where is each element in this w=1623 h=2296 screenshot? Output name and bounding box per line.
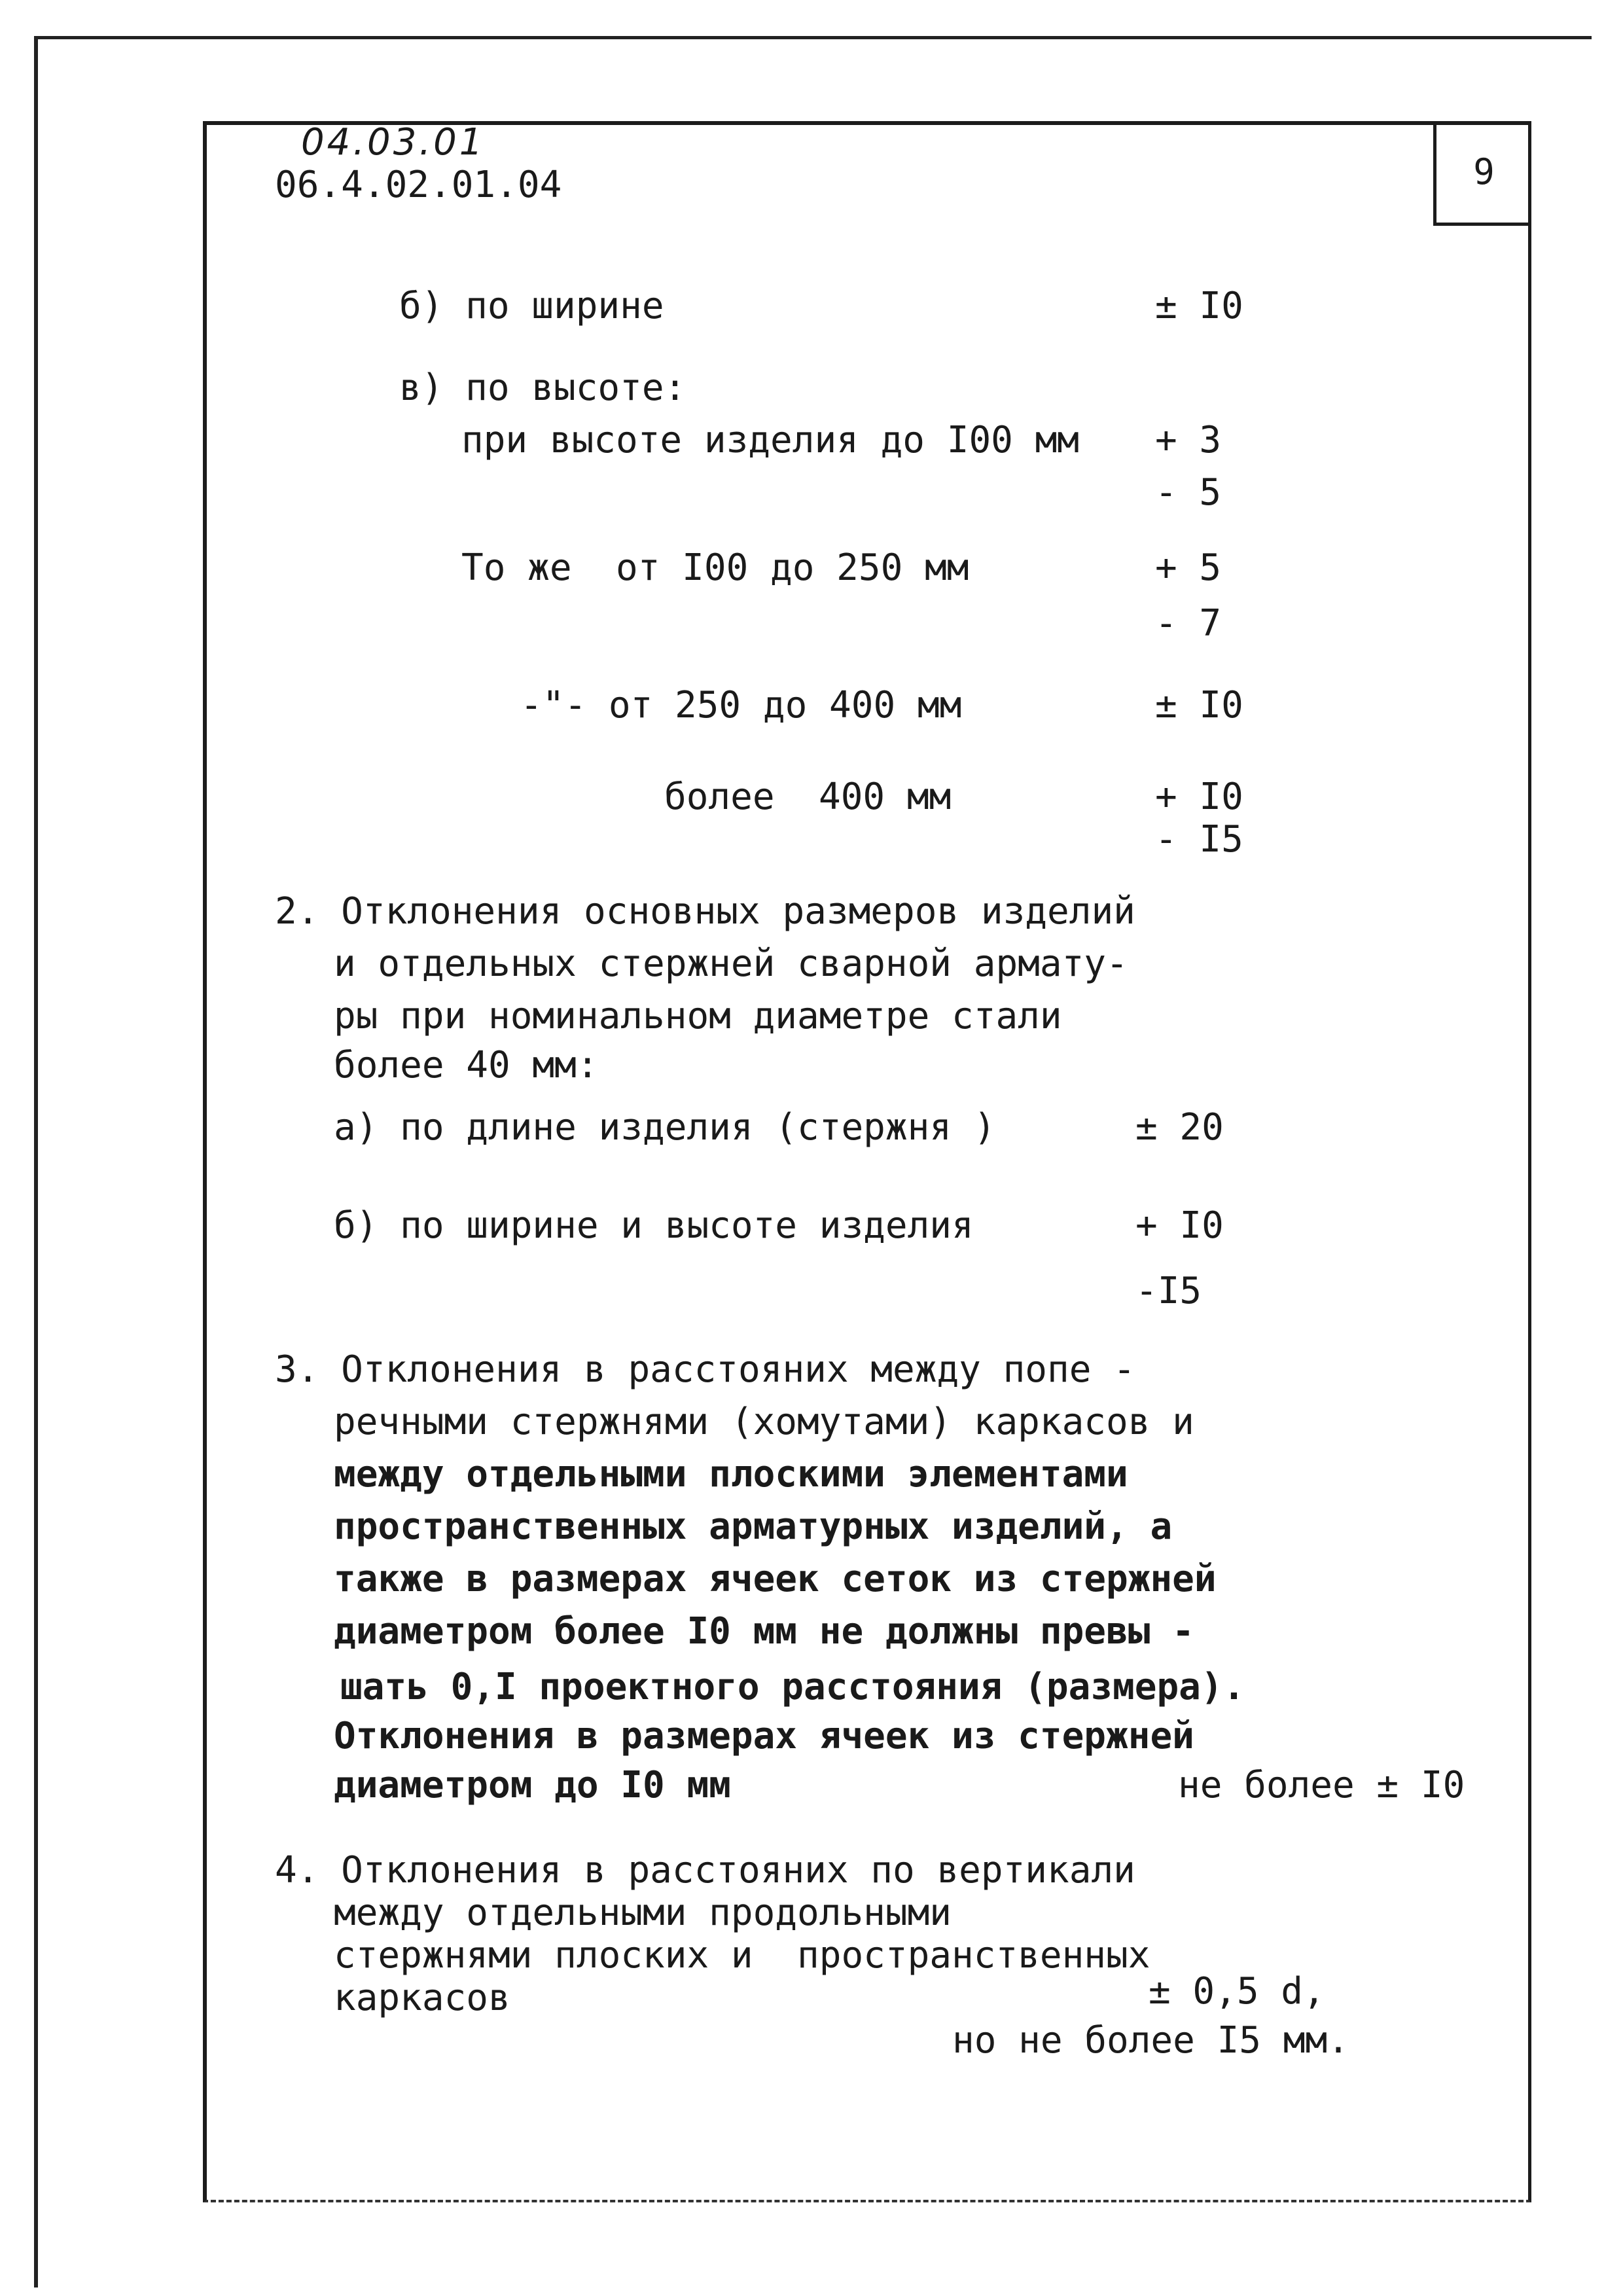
item4-line-2: между отдельными продольными: [334, 1892, 952, 1934]
item2-line-1: 2. Отклонения основных размеров изделий: [275, 890, 1135, 933]
item3-value: не более ± I0: [1178, 1764, 1465, 1806]
height-row2-minus: - 7: [1155, 602, 1222, 645]
page-number: 9: [1473, 151, 1495, 192]
item4-line-3: стержнями плоских и пространственных: [334, 1934, 1150, 1977]
b-width-value: ± I0: [1155, 285, 1243, 327]
item4-note: но не более I5 мм.: [952, 2019, 1349, 2062]
height-row4-plus: + I0: [1155, 776, 1243, 818]
item4-value: ± 0,5 d,: [1149, 1970, 1325, 2013]
height-row4-minus: - I5: [1155, 818, 1243, 861]
item2-line-3: ры при номинальном диаметре стали: [334, 995, 1062, 1037]
item3-line-2: речными стержнями (хомутами) каркасов и: [334, 1401, 1194, 1443]
height-row2-label: То же от I00 до 250 мм: [461, 547, 969, 589]
height-row3-value: ± I0: [1155, 684, 1243, 726]
item3-line-1: 3. Отклонения в расстояних между попе -: [275, 1348, 1135, 1391]
b-width-label: б) по ширине: [399, 285, 664, 327]
item3-line-6: диаметром более I0 мм не должны превы -: [334, 1610, 1194, 1653]
v-height-label: в) по высоте:: [399, 367, 687, 409]
item3-line-8: Отклонения в размерах ячеек из стержней: [334, 1715, 1194, 1757]
item2-a-label: а) по длине изделия (стержня ): [334, 1106, 996, 1149]
height-row1-minus: - 5: [1155, 471, 1222, 514]
document-code: 06.4.02.01.04: [275, 164, 562, 206]
item2-b-plus: + I0: [1135, 1204, 1224, 1247]
item3-line-9: диаметром до I0 мм: [334, 1764, 731, 1806]
item3-line-5: также в размерах ячеек сеток из стержней: [334, 1558, 1217, 1600]
item3-line-4: пространственных арматурных изделий, а: [334, 1505, 1173, 1548]
outer-margin-line-top: [34, 36, 1592, 39]
item4-line-1: 4. Отклонения в расстояних по вертикали: [275, 1849, 1135, 1892]
item2-b-minus: -I5: [1135, 1270, 1202, 1312]
height-row3-label: -"- от 250 до 400 мм: [520, 684, 962, 726]
item2-line-2: и отдельных стержней сварной армату-: [334, 942, 1128, 985]
item3-line-7: шать 0,I проектного расстояния (размера).: [340, 1666, 1245, 1708]
height-row1-plus: + 3: [1155, 419, 1222, 461]
outer-margin-line-left: [34, 36, 38, 2287]
height-row2-plus: + 5: [1155, 547, 1222, 589]
item3-line-3: между отдельными плоскими элементами: [334, 1453, 1128, 1496]
height-row1-label: при высоте изделия до I00 мм: [461, 419, 1080, 461]
item2-line-4: более 40 мм:: [334, 1044, 599, 1086]
item2-a-value: ± 20: [1135, 1106, 1224, 1149]
handwritten-code: 04.03.01: [301, 121, 486, 164]
item2-b-label: б) по ширине и высоте изделия: [334, 1204, 974, 1247]
page-number-box: [1433, 121, 1531, 226]
item4-line-4: каркасов: [334, 1977, 510, 2019]
height-row4-label: более 400 мм: [664, 776, 952, 818]
